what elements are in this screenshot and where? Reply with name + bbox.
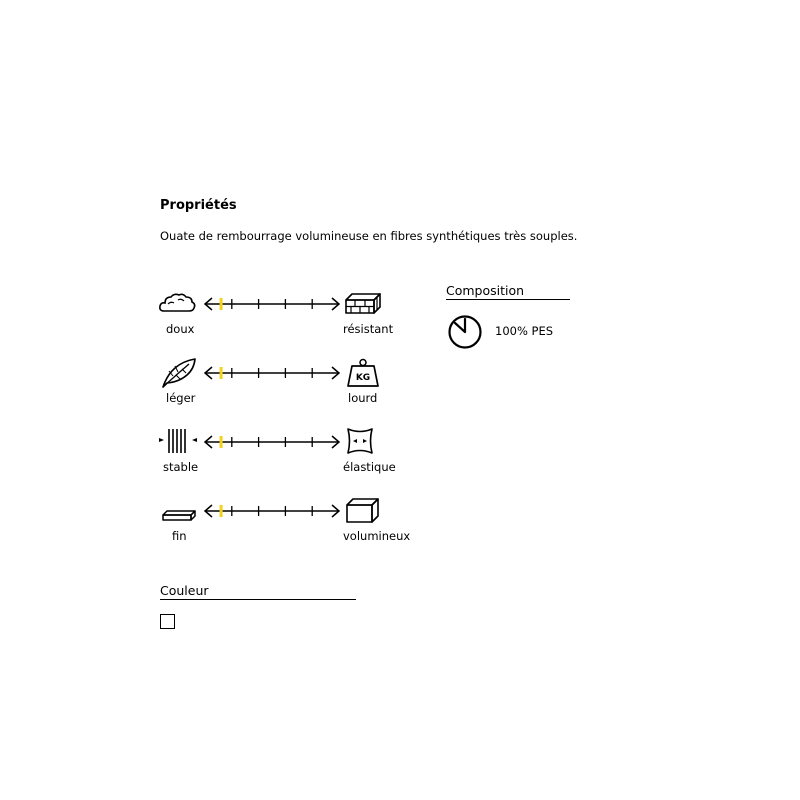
scale-left-label: doux: [166, 322, 195, 336]
stretch-fabric-icon: [343, 427, 383, 457]
cloud-icon: [158, 289, 198, 319]
scale-track: [202, 431, 342, 453]
color-swatch[interactable]: [160, 614, 175, 629]
properties-description: Ouate de rembourrage volumineuse en fibres synthétiques très souples.: [160, 229, 578, 243]
scale-right-label: élastique: [343, 460, 396, 474]
scale-left-label: fin: [172, 529, 187, 543]
kg-weight-icon: [343, 358, 383, 388]
properties-title: Propriétés: [160, 198, 237, 213]
compressed-fibers-icon: [158, 427, 198, 457]
composition-value: 100% PES: [495, 324, 554, 338]
pie-chart-icon: [447, 314, 483, 350]
scale-right-label: résistant: [343, 322, 394, 336]
scale-soft-resistant: [158, 289, 408, 349]
thick-block-icon: [343, 496, 383, 526]
scale-stable-elastic: [158, 427, 408, 487]
scale-left-label: stable: [163, 460, 199, 474]
scale-light-heavy: [158, 358, 408, 418]
feather-icon: [158, 358, 198, 388]
svg-text:KG: KG: [355, 373, 371, 383]
scale-track: [202, 293, 342, 315]
scale-track: [202, 500, 342, 522]
color-title: Couleur: [160, 583, 356, 600]
thin-slab-icon: [158, 496, 198, 526]
scale-right-label: volumineux: [343, 529, 411, 543]
brick-icon: [343, 289, 383, 319]
scale-thin-voluminous: [158, 496, 411, 556]
composition-title: Composition: [446, 283, 570, 300]
scale-right-label: lourd: [348, 391, 378, 405]
scale-track: [202, 362, 342, 384]
scale-left-label: léger: [166, 391, 196, 405]
